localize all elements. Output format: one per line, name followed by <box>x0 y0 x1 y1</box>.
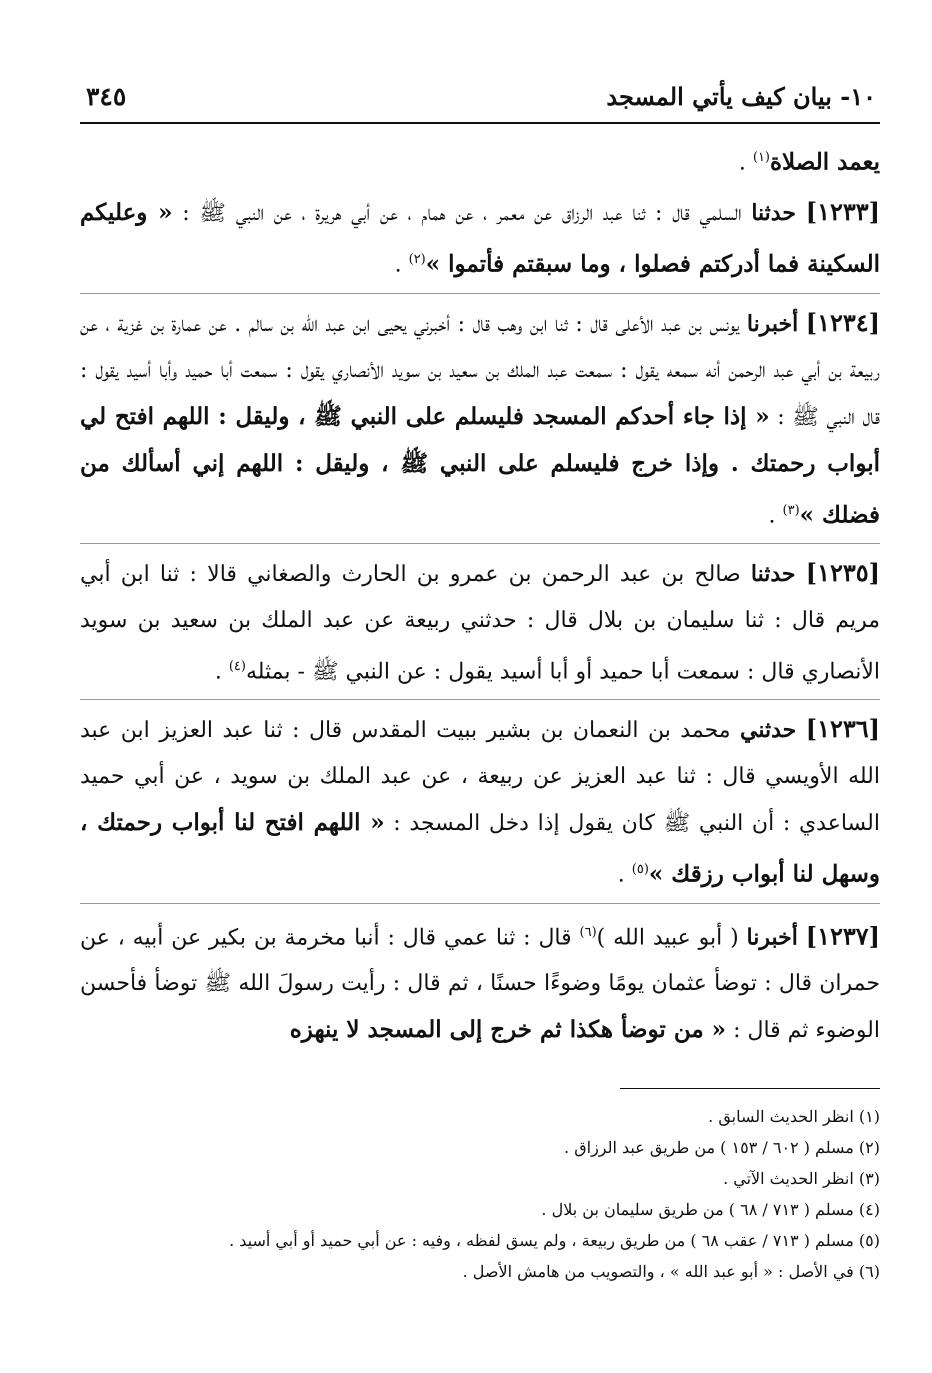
narration-keyword: حدثني <box>740 717 797 744</box>
footnote-ref: (٢) <box>408 252 426 268</box>
hadith-number: [١٢٣٣] <box>805 197 880 227</box>
hadith-1233 <box>80 183 880 292</box>
matn-text: « اللهم افتح لنا أبواب رحمتك ، وسهل لنا أبواب رزقك » <box>80 809 880 888</box>
footnote-4: (٤) مسلم ( ٧١٣ / ٦٨ ) من طريق سليمان بن بلال . <box>541 1199 880 1219</box>
footnote-ref: (٦) <box>579 924 597 940</box>
footnote-3: (٣) انظر الحديث الآتي . <box>723 1168 880 1188</box>
isnad-text: محمد بن النعمان بن بشير ببيت المقدس قال : ثنا عبد العزيز ابن عبد الله الأويسي قال : ثنا عبد العزيز عن ربيعة ، عن عبد الملك بن سويد ، عن أبي حميد الساعدي : أن النبي ﷺ كان يقول إذا دخل المسجد : <box>80 718 880 837</box>
page-number: ٣٤٥ <box>86 82 127 111</box>
hadith-1236 <box>80 699 880 902</box>
paragraph-end: . <box>768 502 776 528</box>
isnad-text: صالح بن عبد الرحمن بن عمرو بن الحارث والصغاني قالا : ثنا ابن أبي مريم قال : ثنا سليمان بن بلال قال : حدثني ربيعة عن عبد الملك بن سعيد بن سويد الأنصاري قال : سمعت أبا حميد أو أبا أسيد يقول : عن النبي ﷺ - بمثله <box>80 561 880 685</box>
narration-keyword: أخبرنا <box>746 923 798 950</box>
isnad-text: يونس بن عبد الأعلى قال : ثنا ابن وهب قال : أخبرني يحيى ابن عبد الله بن سالم . عن عمارة بن غزية ، عن ربيعة بن أبي عبد الرحمن أنه سمعه يقول : سمعت عبد الملك بن سعيد بن سويد الأنصاري يقول : سمعت أبا حميد وأبا أسيد يقول : قال النبي ﷺ : <box>80 311 880 430</box>
matn-text: « من توضأ هكذا ثم خرج إلى المسجد لا ينهزه <box>289 1015 727 1043</box>
hadith-number: [١٢٣٥] <box>805 557 880 587</box>
footnote-2: (٢) مسلم ( ٦٠٢ / ١٥٣ ) من طريق عبد الرزاق . <box>564 1137 880 1157</box>
hadith-number: [١٢٣٦] <box>805 714 880 744</box>
footnote-ref: (٤) <box>228 658 246 674</box>
footnote-ref: (٥) <box>631 862 649 878</box>
intro-end: . <box>738 150 746 176</box>
hadith-number: [١٢٣٧] <box>805 920 880 950</box>
narration-keyword: أخبرنا <box>746 310 799 337</box>
hadith-1235 <box>80 543 880 699</box>
isnad-text: السلمي قال : ثنا عبد الرزاق عن معمر ، عن همام ، عن أبي هريرة ، عن النبي ﷺ : <box>182 201 742 227</box>
footnote-separator <box>620 1088 880 1089</box>
isnad-text: قال : ثنا عمي قال : أنبا مخرمة بن بكير عن أبيه ، عن حمران قال : توضأ عثمان يومًا وضوءًا حسنًا ، ثم قال : رأيت رسولَ الله ﷺ توضأ فأحسن الوضوء ثم قال : <box>80 924 880 1043</box>
footnote-6: (٦) في الأصل : « أبو عبد الله » ، والتصويب من هامش الأصل . <box>462 1261 880 1281</box>
footnote-5: (٥) مسلم ( ٧١٣ / عقب ٦٨ ) من طريق ربيعة ، ولم يسق لفظه ، وفيه : عن أبي حميد أو أبي أسيد . <box>229 1230 880 1250</box>
narration-keyword: حدثنا <box>751 200 796 227</box>
chapter-title: ١٠- بيان كيف يأتي المسجد <box>606 82 876 111</box>
narration-keyword: حدثنا <box>750 560 796 587</box>
narrator-name: ( أبو عبيد الله ) <box>596 924 739 950</box>
hadith-1234 <box>80 293 880 543</box>
paragraph-end: . <box>214 659 222 685</box>
matn-text: « وعليكم السكينة فما أدركتم فصلوا ، وما سبقتم فأتموا » <box>80 199 880 278</box>
book-page <box>80 70 880 1287</box>
hadith-number: [١٢٣٤] <box>805 307 880 337</box>
paragraph-end: . <box>394 252 402 278</box>
continuation-line <box>80 138 880 183</box>
footnotes <box>80 1101 880 1287</box>
paragraph-end: . <box>617 862 625 888</box>
matn-text: « إذا جاء أحدكم المسجد فليسلم على النبي ﷺ ، وليقل : اللهم افتح لي أبواب رحمتك . وإذا خرج فليسلم على النبي ﷺ ، وليقل : اللهم إني أسألك من فضلك » <box>80 402 880 528</box>
intro-text: يعمد الصلاة <box>770 148 880 176</box>
hadith-1237 <box>80 903 880 1058</box>
footnote-1: (١) انظر الحديث السابق . <box>708 1106 880 1126</box>
footnote-ref: (٣) <box>782 502 800 518</box>
footnote-ref: (١) <box>752 150 770 165</box>
running-header <box>80 70 880 124</box>
